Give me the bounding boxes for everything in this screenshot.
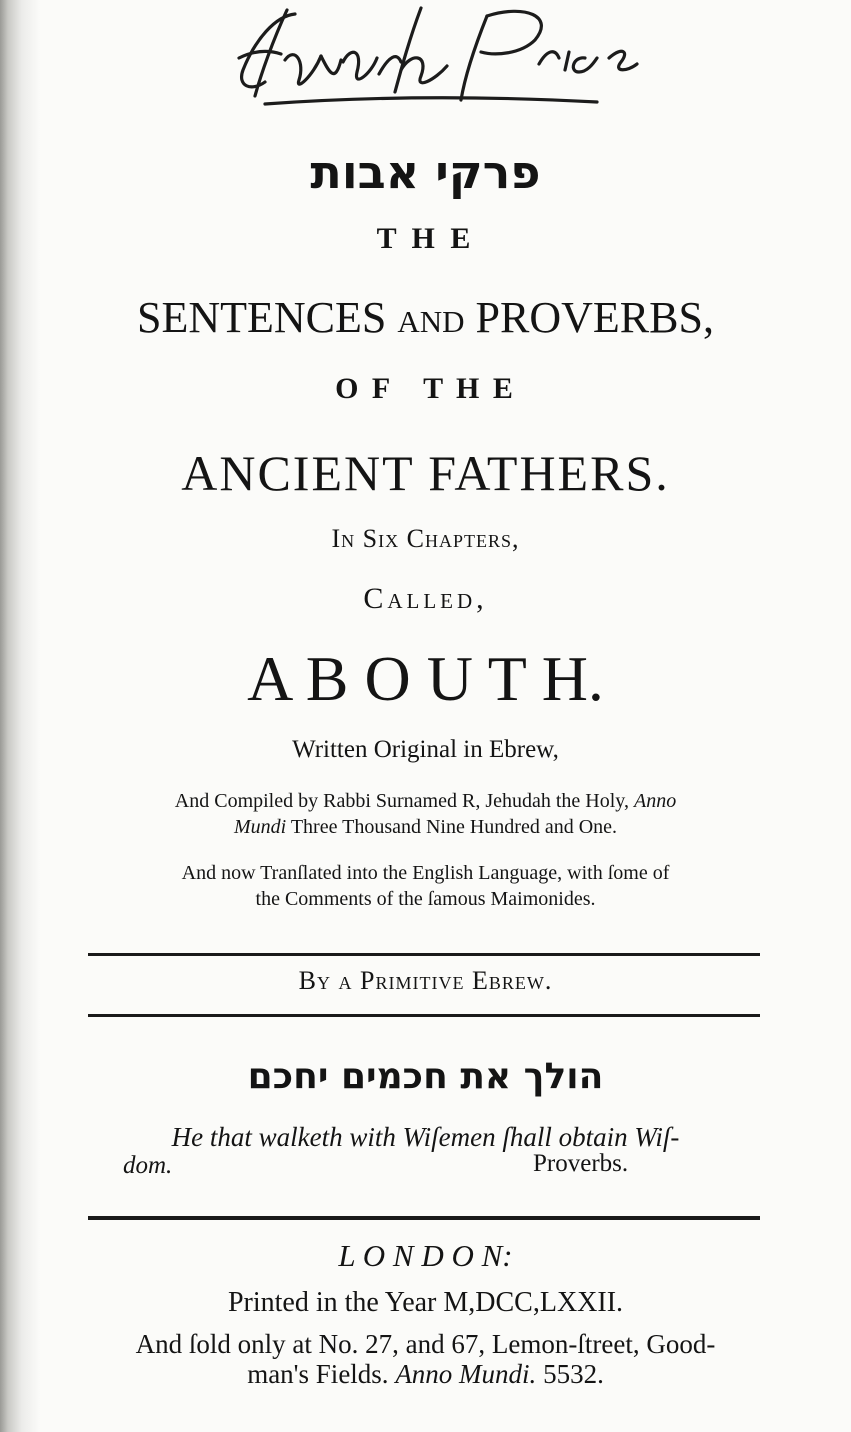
motto-dom: dom. [123, 1152, 173, 1179]
called-line: Called, [363, 582, 488, 615]
motto-source: Proverbs. [533, 1150, 629, 1177]
title-line-2: ANCIENT FATHERS. [181, 445, 670, 501]
chapters-line: In Six Chapters, [331, 524, 520, 553]
compiled-text-2: Three Thousand Nine Hundred and One. [290, 816, 618, 838]
sold-anno-mundi: Anno Mundi. [395, 1359, 537, 1389]
handwritten-signature [225, 0, 665, 130]
page-edge-shadow [0, 0, 40, 1432]
sold-line-2 [0, 1359, 851, 1390]
compiled-line-2 [0, 816, 851, 839]
motto-line-1: He that walketh with Wiſemen ſhall obtain Wiſ- [171, 1122, 680, 1152]
sold-line-1: And ſold only at No. 27, and 67, Lemon-ſtreet, Good- [135, 1329, 716, 1359]
written-line: Written Original in Ebrew, [292, 736, 559, 763]
hebrew-title: פרקי אבות [310, 145, 541, 199]
printed-line: Printed in the Year M,DCC,LXXII. [227, 1287, 624, 1318]
sold-place: man's Fields. [247, 1359, 389, 1389]
rule-middle [88, 1014, 760, 1017]
title-line-1: SENTENCES and PROVERBS, [137, 293, 714, 342]
by-line: By a Primitive Ebrew. [298, 966, 553, 995]
translated-line-2: the Comments of the ſamous Maimonides. [255, 888, 596, 910]
compiled-text-1: And Compiled by Rabbi Surnamed R, Jehudah the Holy, [174, 790, 629, 812]
motto-hebrew: הולך את חכמים יחכם [247, 1056, 604, 1097]
sold-year: 5532. [543, 1359, 604, 1389]
rule-top [88, 953, 760, 956]
abouth-title: A B O U T H. [247, 643, 604, 714]
translated-line-1: And now Tranſlated into the English Language, with ſome of [181, 862, 670, 884]
mundi-word: Mundi [233, 816, 287, 838]
title-the: T H E [376, 222, 475, 255]
anno-word: Anno [634, 790, 677, 812]
title-of-the: O F T H E [335, 372, 516, 405]
rule-bottom [88, 1216, 760, 1220]
compiled-line-1 [0, 790, 851, 813]
london-line: L O N D O N: [338, 1238, 513, 1273]
